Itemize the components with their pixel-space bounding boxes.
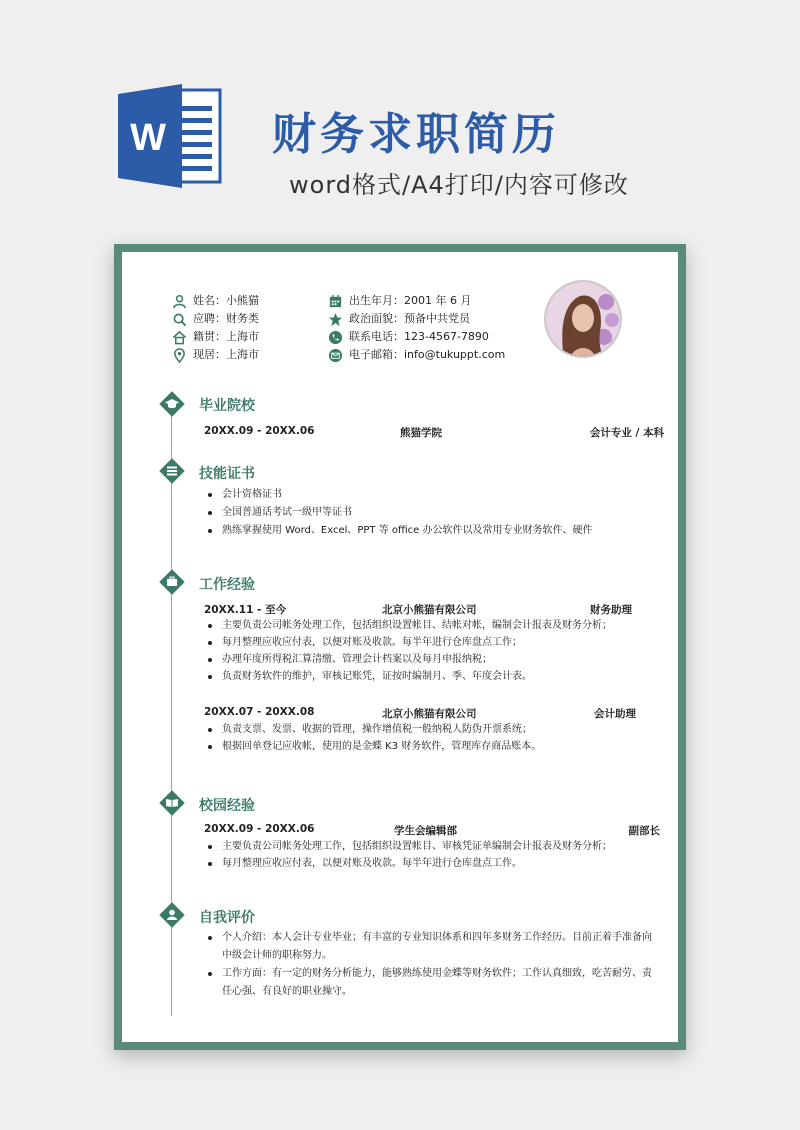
profile-text: 姓名：小熊猫 (193, 294, 259, 307)
education-school: 熊猫学院 (400, 427, 442, 439)
book-icon (159, 790, 185, 816)
mail-icon (328, 348, 343, 363)
portrait-image (546, 282, 622, 358)
profile-text: 应聘：财务类 (193, 312, 259, 325)
campus-org: 学生会编辑部 (394, 825, 457, 837)
profile-text: 政治面貌：预备中共党员 (349, 312, 470, 325)
work-role: 会计助理 (594, 708, 636, 720)
calendar-icon (328, 294, 343, 309)
certificate-icon (159, 458, 185, 484)
work-date: 20XX.07 - 20XX.08 (204, 706, 315, 718)
phone-icon (328, 330, 343, 345)
user-icon (172, 294, 187, 309)
search-icon (172, 312, 187, 327)
home-icon (172, 330, 187, 345)
section-title-campus: 校园经验 (199, 798, 255, 814)
list-item: 主要负责公司帐务处理工作，包括组织设置帐目、结帐对帐，编制会计报表及财务分析； (206, 617, 656, 634)
work-company: 北京小熊猫有限公司 (382, 604, 477, 616)
briefcase-icon (159, 569, 185, 595)
profile-item (328, 346, 505, 364)
page-subtitle: word格式/A4打印/内容可修改 (289, 171, 629, 199)
campus-list (206, 838, 656, 872)
profile-item (172, 310, 259, 328)
skills-list (206, 486, 656, 540)
list-item: 办理年度所得税汇算清缴、管理会计档案以及每月申报纳税； (206, 651, 656, 668)
list-item: 工作方面：有一定的财务分析能力，能够熟练使用金蝶等财务软件；工作认真细致，吃苦耐劳、责任心强、有良好的职业操守。 (206, 965, 656, 1001)
profile-right (328, 292, 505, 364)
word-logo-letter: W (130, 117, 166, 159)
profile-text: 出生年月：2001 年 6 月 (349, 294, 472, 307)
list-item: 熟练掌握使用 Word、Excel、PPT 等 office 办公软件以及常用专业财务软件、硬件 (206, 522, 656, 540)
resume-frame (114, 244, 686, 1050)
education-date: 20XX.09 - 20XX.06 (204, 425, 315, 437)
profile-item (328, 328, 505, 346)
avatar (544, 280, 622, 358)
profile-text: 现居：上海市 (193, 348, 259, 361)
person-icon (159, 902, 185, 928)
profile-text: 电子邮箱：info@tukuppt.com (349, 348, 506, 361)
graduation-cap-icon (159, 391, 185, 417)
self-evaluation-list (206, 929, 656, 1001)
word-document-icon (118, 84, 226, 188)
list-item: 根据回单登记应收帐，使用的是金蝶 K3 财务软件，管理库存商品账本。 (206, 738, 656, 755)
work-role: 财务助理 (590, 604, 632, 616)
work-duties-list (206, 721, 656, 755)
location-icon (172, 348, 187, 363)
work-duties-list (206, 617, 656, 685)
work-date: 20XX.11 - 至今 (204, 604, 287, 616)
section-title-education: 毕业院校 (199, 398, 255, 414)
profile-item (172, 346, 259, 364)
resume-paper (122, 252, 678, 1042)
education-major: 会计专业 / 本科 (589, 427, 664, 439)
list-item: 全国普通话考试一级甲等证书 (206, 504, 656, 522)
profile-item (328, 310, 505, 328)
profile-text: 籍贯：上海市 (193, 330, 259, 343)
profile-item (328, 292, 505, 310)
list-item: 个人介绍：本人会计专业毕业；有丰富的专业知识体系和四年多财务工作经历。目前正着手准备向中级会计师的职称努力。 (206, 929, 656, 965)
profile-text: 联系电话：123-4567-7890 (349, 330, 489, 343)
work-company: 北京小熊猫有限公司 (382, 708, 477, 720)
campus-date: 20XX.09 - 20XX.06 (204, 823, 315, 835)
section-title-self: 自我评价 (199, 910, 255, 926)
list-item: 主要负责公司帐务处理工作，包括组织设置帐目、审核凭证单编制会计报表及财务分析； (206, 838, 656, 855)
profile-item (172, 328, 259, 346)
section-title-work: 工作经验 (199, 577, 255, 593)
list-item: 负责财务软件的维护，审核记账凭，证按时编制月、季、年度会计表。 (206, 668, 656, 685)
campus-role: 副部长 (628, 825, 660, 837)
star-icon (328, 312, 343, 327)
page-title: 财务求职简历 (272, 109, 560, 160)
list-item: 每月整理应收应付表，以便对账及收款。每半年进行仓库盘点工作。 (206, 855, 656, 872)
list-item: 每月整理应收应付表，以便对账及收款。每半年进行仓库盘点工作； (206, 634, 656, 651)
section-title-skills: 技能证书 (199, 466, 255, 482)
list-item: 负责支票、发票、收据的管理，操作增值税一般纳税人防伪开票系统； (206, 721, 656, 738)
list-item: 会计资格证书 (206, 486, 656, 504)
profile-item (172, 292, 259, 310)
profile-left (172, 292, 259, 364)
banner (0, 0, 800, 230)
